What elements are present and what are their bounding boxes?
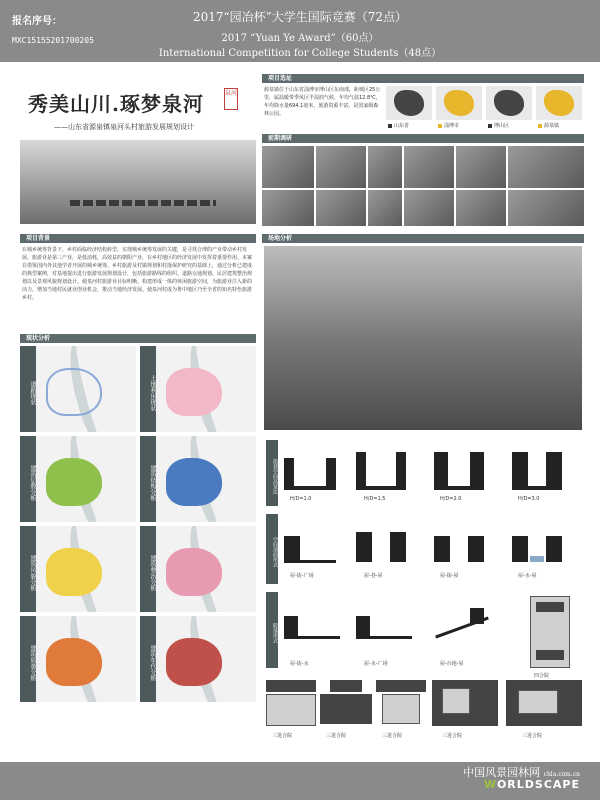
registration-number: MXC15155201700205: [12, 36, 94, 45]
survey-photo: [368, 146, 402, 188]
courtyard-caption: 三进合院: [522, 733, 543, 739]
town-map-shape: [544, 90, 574, 116]
plan-4: [432, 680, 498, 728]
house-shape: [356, 532, 372, 562]
header-bar: [0, 0, 600, 62]
section-head-status: 现状分析: [20, 334, 256, 343]
district-map-shape: [494, 90, 524, 116]
house-shape: [284, 616, 298, 638]
diagram-label-courtyard: 院落形式: [266, 592, 278, 668]
map-caption-yuanquan: 源泉镇: [538, 122, 559, 129]
poster-board: [14, 68, 586, 758]
wall-shape: [434, 452, 448, 490]
hd-caption: H/D=1.0: [290, 496, 312, 502]
courtyard-plan: [526, 596, 574, 668]
site-description: 源泉镇位于山东省淄博市博山区东南部，距城区25公里，属温暖带季风区半湿润气候，年均气温12.8℃，年均降水量694.1毫米，旅游资源丰富，是国家级森林公园。: [264, 87, 381, 117]
hd-diagram-3: [434, 452, 492, 496]
stone-bridge-shape: [70, 200, 216, 206]
terrain-diagram-2: [356, 604, 414, 648]
map-boshan: [486, 86, 532, 120]
hd-diagram-2: [356, 452, 414, 496]
plan-1: [266, 680, 316, 728]
ground-shape: [284, 486, 336, 490]
section-caption: 屋-水-屋: [518, 573, 537, 579]
map-shandong: [386, 86, 432, 120]
status-label-floors: 建筑层数分析: [20, 436, 36, 522]
style-analysis-map: [36, 526, 136, 612]
village-aerial-photo: [264, 246, 582, 430]
survey-photo: [262, 190, 314, 226]
ground-shape: [284, 636, 340, 639]
house-shape: [468, 536, 484, 562]
survey-photo: [456, 146, 506, 188]
plan-block: [442, 688, 470, 714]
section-caption: 屋-街-广场: [290, 573, 314, 579]
poster-sub-title: ——山东省源泉镇泉河头村旅游发展规划设计: [54, 123, 194, 131]
section-diagram-4: [512, 526, 570, 570]
status-label-age: 建筑年代分析: [140, 616, 156, 702]
worldscape-logo: WORLDSCAPE: [483, 778, 580, 791]
age-area-shape: [166, 638, 222, 686]
ground-shape: [512, 486, 562, 490]
hd-caption: H/D=1.5: [364, 496, 386, 502]
house-shape: [390, 532, 406, 562]
survey-photo: [508, 190, 584, 226]
road-network-shape: [46, 368, 102, 416]
city-map-shape: [444, 90, 474, 116]
structure-analysis-map: [156, 436, 256, 522]
section-caption: 屋-街-屋: [440, 573, 459, 579]
legend-swatch-icon: [488, 124, 492, 128]
ground-shape: [356, 486, 406, 490]
terrain-caption: 屋-台地-屋: [440, 661, 464, 667]
survey-photo: [508, 146, 584, 188]
structure-area-shape: [166, 458, 222, 506]
section-head-survey: 前期调研: [262, 134, 584, 143]
house-shape: [512, 536, 528, 562]
plan-block: [266, 694, 316, 726]
background-description: 在城乡统筹背景下，乡村面临经济结构转型。实现城乡统筹发展的关键，是寻找合理的产业带动乡村发展。旅游业是第三产业，是低消耗、高效益的朝阳产业，在乡村地区的经济发展中发挥着重要作用。本案在借鉴国内外其他学者开展的城乡统筹、乡村旅游及村镇规划和村落保护研究的基础上，通过分析已建成的典型案例，对基地提出进行旅游发展规划设计，包括旅游路线的组织、道路交通规划、民居建筑整治规划以及景观风貌规划设计。使泉河村旅游业目标明晰。构建形成一体的休闲旅游空间，为旅游业注入新的活力，增加当地村民就业创业机会，推动当地经济发展。使泉河村成为鲁中地区乃至全省的知名特色旅游乡村。: [22, 247, 253, 301]
map-caption-shandong: 山东省: [388, 122, 409, 129]
house-shape: [284, 536, 300, 562]
quality-analysis-map: [36, 616, 136, 702]
poster-main-title: 秀美山川.琢梦泉河: [28, 92, 204, 116]
plan-block: [518, 690, 558, 714]
terrain-caption: 屋-街-水: [290, 661, 309, 667]
site-logo-cn: 中国风景园林网 chla.com.cn: [463, 766, 580, 779]
terrain-caption: 四合院: [534, 673, 550, 679]
ground-shape: [434, 486, 484, 490]
province-map-shape: [394, 90, 424, 116]
diagram-label-section: 空间剖面形式: [266, 514, 278, 584]
courtyard-block: [536, 602, 564, 612]
ground-shape: [284, 560, 336, 563]
house-shape: [434, 536, 450, 562]
hd-diagram-4: [512, 452, 570, 496]
hd-caption: H/D=2.0: [440, 496, 462, 502]
map-caption-boshan: 博山区: [488, 122, 509, 129]
plan-block: [376, 680, 426, 692]
diagram-label-hd: 街巷空间高宽比: [266, 440, 278, 506]
floors-analysis-map: [36, 436, 136, 522]
status-label-quality: 建筑质量分析: [20, 616, 36, 702]
style-area-shape: [46, 548, 102, 596]
renovation-area-shape: [166, 548, 222, 596]
competition-title-cn: 2017“园冶杯”大学生国际竞赛（72点）: [192, 10, 408, 24]
map-caption-zibo: 淄博市: [438, 122, 459, 129]
status-label-landuse: 土地利用现状: [140, 346, 156, 432]
map-zibo: [436, 86, 482, 120]
courtyard-caption: 三进合院: [326, 733, 347, 739]
house-shape: [356, 616, 370, 638]
floors-area-shape: [46, 458, 102, 506]
section-diagram-3: [434, 526, 492, 570]
plan-5: [506, 680, 582, 728]
survey-photo: [404, 190, 454, 226]
hd-diagram-1: [284, 452, 342, 496]
wall-shape: [512, 452, 528, 490]
wall-shape: [356, 452, 366, 490]
landuse-status-map: [156, 346, 256, 432]
renovation-analysis-map: [156, 526, 256, 612]
courtyard-caption: 三进合院: [382, 733, 403, 739]
plan-block: [266, 680, 316, 692]
survey-photo: [368, 190, 402, 226]
courtyard-caption: 三进合院: [272, 733, 293, 739]
legend-swatch-icon: [388, 124, 392, 128]
landuse-area-shape: [166, 368, 222, 416]
competition-title-award: 2017 “Yuan Ye Award”（60点）: [221, 33, 379, 44]
footer-bar: [0, 762, 600, 800]
wall-shape: [470, 452, 484, 490]
quality-area-shape: [46, 638, 102, 686]
status-label-structure: 建筑结构分析: [140, 436, 156, 522]
survey-photo: [404, 146, 454, 188]
plan-3: [376, 680, 426, 728]
survey-photo: [316, 146, 366, 188]
road-status-map: [36, 346, 136, 432]
plan-block: [330, 680, 362, 692]
plan-2: [320, 680, 372, 728]
hd-caption: H/D=3.0: [518, 496, 540, 502]
status-label-road: 道路现状: [20, 346, 36, 432]
section-diagram-1: [284, 526, 342, 570]
wall-shape: [546, 452, 562, 490]
seal-stamp: 泉河: [224, 88, 238, 110]
wall-shape: [396, 452, 406, 490]
house-shape: [470, 608, 484, 624]
legend-swatch-icon: [538, 124, 542, 128]
section-head-site: 项目选址: [262, 74, 584, 83]
plan-block: [382, 694, 420, 724]
courtyard-block: [536, 650, 564, 660]
competition-title-en: International Competition for College Students（48点）: [158, 48, 442, 59]
section-head-analysis: 场地分析: [262, 234, 584, 243]
plan-block: [320, 694, 372, 724]
map-yuanquan: [536, 86, 582, 120]
hero-landscape-photo: [20, 140, 256, 224]
legend-swatch-icon: [438, 124, 442, 128]
survey-photo: [262, 146, 314, 188]
status-label-style: 建筑风貌分析: [20, 526, 36, 612]
terrain-diagram-3: [434, 604, 492, 648]
terrain-diagram-1: [284, 604, 342, 648]
age-analysis-map: [156, 616, 256, 702]
section-diagram-2: [356, 526, 414, 570]
section-caption: 屋-巷-屋: [364, 573, 383, 579]
survey-photo: [316, 190, 366, 226]
house-shape: [546, 536, 562, 562]
terrain-caption: 屋-水-广场: [364, 661, 388, 667]
status-label-renovation: 建筑整治分析: [140, 526, 156, 612]
water-shape: [530, 556, 544, 562]
ground-shape: [356, 636, 412, 639]
section-head-background: 项目背景: [20, 234, 256, 243]
courtyard-caption: 三进合院: [442, 733, 463, 739]
survey-photo: [456, 190, 506, 226]
registration-label: 报名序号：: [12, 16, 62, 27]
